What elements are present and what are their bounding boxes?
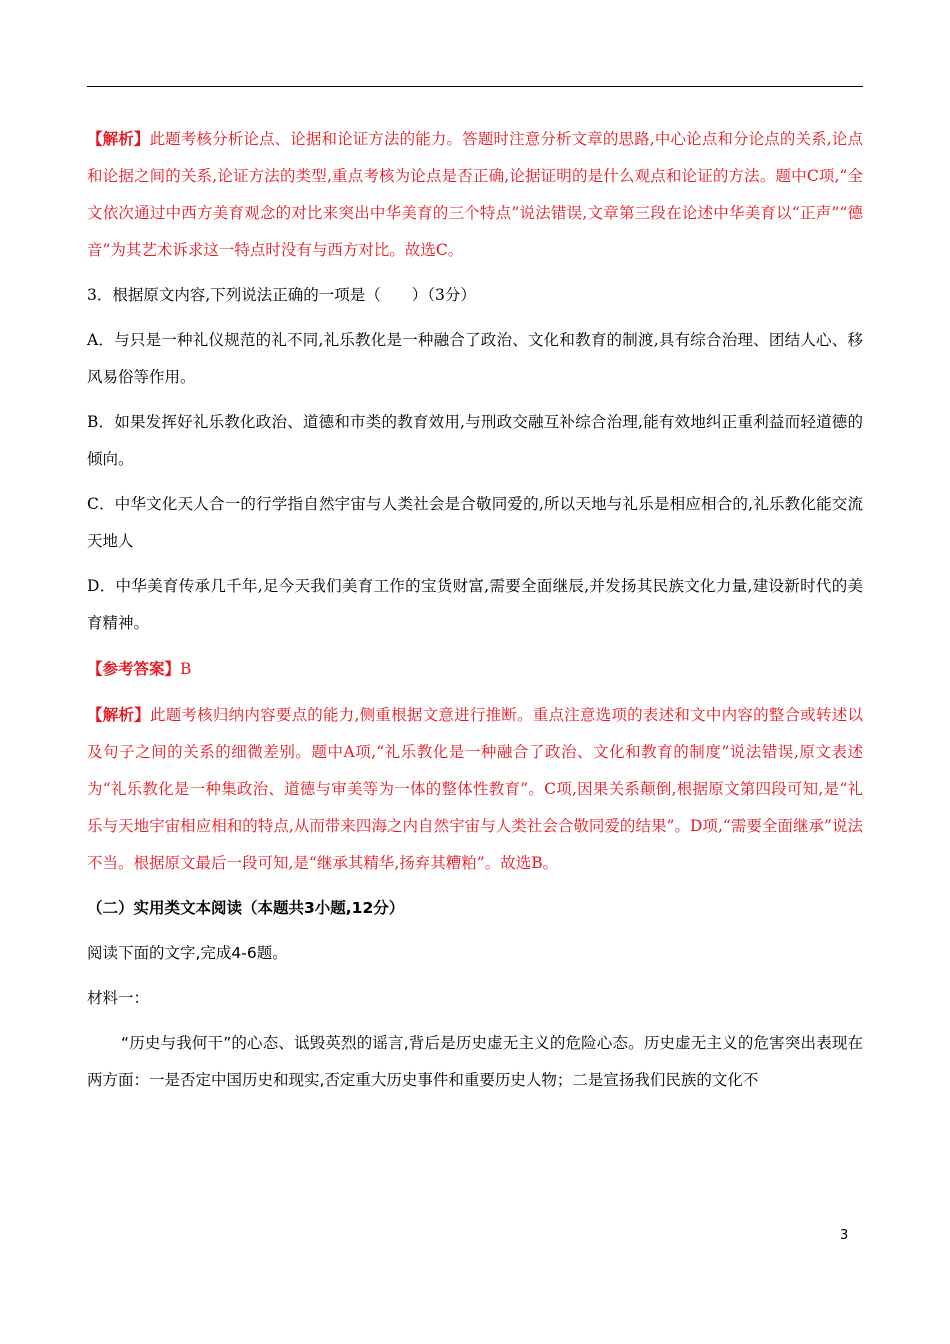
- material-label: 材料一：: [87, 989, 150, 1007]
- option-b: B．如果发挥好礼乐教化政治、道德和市类的教育效用,与刑政交融互补综合治理,能有效地纠正重利益而轻道德的倾向。: [87, 413, 863, 468]
- material-text: “历史与我何干”的心态、诋毁英烈的谣言,背后是历史虚无主义的危险心态。历史虚无主义的危害突出表现在两方面：一是否定中国历史和现实,否定重大历史事件和重要历史人物；二是宣扬我们民族的文化不: [87, 1034, 863, 1089]
- page-number: 3: [840, 1228, 849, 1243]
- analysis-tag: 【解析】: [87, 705, 150, 724]
- section-heading: （二）实用类文本阅读（本题共3小题,12分）: [87, 899, 405, 917]
- answer-tag: 【参考答案】: [87, 659, 181, 678]
- instruction-text: 阅读下面的文字,完成4-6题。: [87, 944, 288, 962]
- page-content: [87, 120, 863, 1107]
- option-a: A．与只是一种礼仪规范的礼不同,礼乐教化是一种融合了政治、文化和教育的制渡,具有综合治理、团结人心、移风易俗等作用。: [87, 331, 863, 386]
- option-d: D．中华美育传承几千年,足今天我们美育工作的宝货财富,需要全面继辰,并发扬其民族文化力量,建设新时代的美育精神。: [87, 577, 863, 632]
- question-3-stem: 3．根据原文内容,下列说法正确的一项是（ ）（3分）: [87, 286, 476, 304]
- analysis-tag: 【解析】: [87, 129, 150, 148]
- option-c: C．中华文化天人合一的行学指自然宇宙与人类社会是合敬同爱的,所以天地与礼乐是相应相合的,礼乐教化能交流天地人: [87, 495, 863, 550]
- analysis-paragraph-1: [87, 120, 863, 269]
- answer-line: [87, 650, 863, 688]
- answer-value: B: [180, 660, 192, 678]
- analysis-text: 此题考核归纳内容要点的能力,侧重根据文意进行推断。重点注意选项的表述和文中内容的整合或转述以及句子之间的关系的细微差别。题中A项,“礼乐教化是一种融合了政治、文化和教育的制度”说法错误,原文表述为“礼乐教化是一种集政治、道德与审美等为一体的整体性教育”。C项,因果关系颠倒,根据原文第四段可知,是“礼乐与天地宇宙相应相和的特点,从而带来四海之内自然宇宙与人类社会合敬同爱的结果”。D项,“需要全面继承”说法不当。根据原文最后一段可知,是“继承其精华,扬弃其糟粕”。故选B。: [87, 706, 863, 872]
- analysis-text: 此题考核分析论点、论据和论证方法的能力。答题时注意分析文章的思路,中心论点和分论点的关系,论点和论据之间的关系,论证方法的类型,重点考核为论点是否正确,论据证明的是什么观点和论证的方法。题中C项,“全文依次通过中西方美育观念的对比来突出中华美育的三个特点”说法错误,文章第三段在论述中华美育以“正声”“德音”为其艺术诉求这一特点时没有与西方对比。故选C。: [87, 130, 863, 259]
- analysis-paragraph-3: [87, 696, 863, 882]
- header-rule: [87, 86, 863, 87]
